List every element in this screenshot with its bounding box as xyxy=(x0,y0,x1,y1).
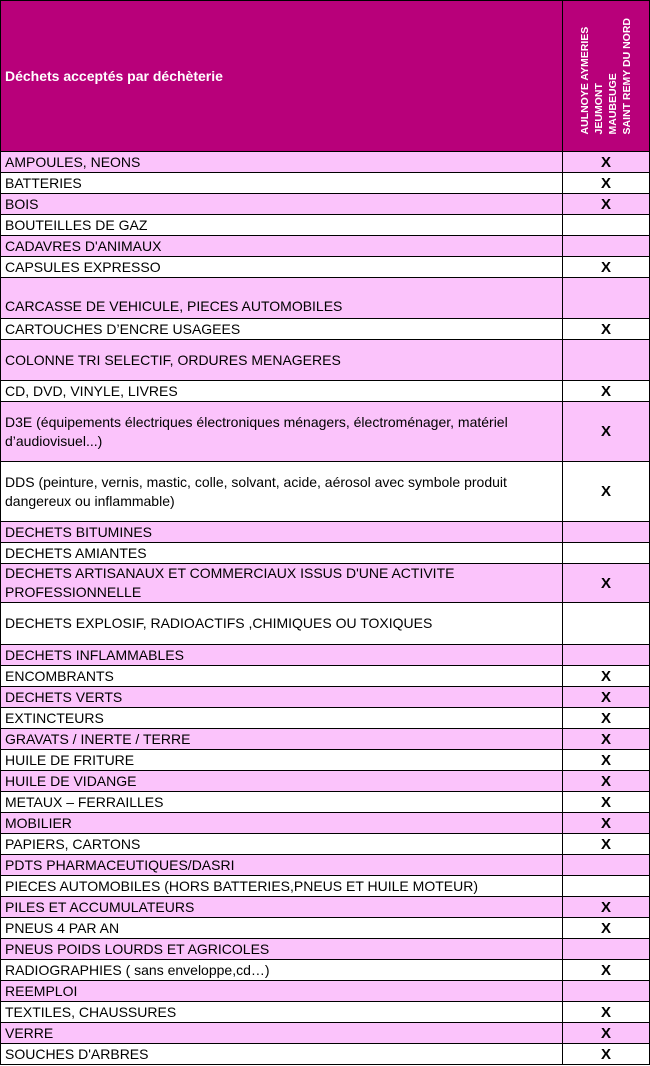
waste-type-text: AMPOULES, NEONS xyxy=(5,153,141,170)
waste-type-text: BOIS xyxy=(5,195,39,212)
waste-type-text: DECHETS BITUMINES xyxy=(5,523,153,540)
waste-type-label xyxy=(1,1023,563,1044)
waste-type-label xyxy=(1,152,563,173)
waste-type-label xyxy=(1,381,563,402)
waste-type-text: CARTOUCHES D’ENCRE USAGEES xyxy=(5,320,241,337)
accepted-mark: X xyxy=(563,813,650,834)
table-row xyxy=(1,792,650,813)
accepted-mark xyxy=(563,876,650,897)
waste-type-label xyxy=(1,708,563,729)
accepted-mark xyxy=(563,939,650,960)
accepted-mark xyxy=(563,236,650,257)
waste-type-text: RADIOGRAPHIES ( sans enveloppe,cd…) xyxy=(5,961,270,978)
waste-type-text: MOBILIER xyxy=(5,814,72,831)
waste-type-text: ENCOMBRANTS xyxy=(5,667,114,684)
accepted-mark: X xyxy=(563,381,650,402)
waste-type-text: PDTS PHARMACEUTIQUES/DASRI xyxy=(5,856,235,873)
waste-type-label xyxy=(1,918,563,939)
table-row xyxy=(1,1023,650,1044)
table-row xyxy=(1,708,650,729)
table-row xyxy=(1,960,650,981)
accepted-mark: X xyxy=(563,792,650,813)
table-row xyxy=(1,462,650,522)
waste-type-text: PIECES AUTOMOBILES (HORS BATTERIES,PNEUS ET HUILE MOTEUR) xyxy=(5,877,478,894)
accepted-mark: X xyxy=(563,687,650,708)
waste-type-label xyxy=(1,981,563,1002)
accepted-mark xyxy=(563,543,650,564)
waste-type-text: GRAVATS / INERTE / TERRE xyxy=(5,730,191,747)
waste-type-label xyxy=(1,564,563,603)
waste-type-text: REEMPLOI xyxy=(5,982,78,999)
waste-type-label xyxy=(1,687,563,708)
table-title: Déchets acceptés par déchèterie xyxy=(1,1,563,152)
waste-type-text: SOUCHES D'ARBRES xyxy=(5,1045,149,1062)
accepted-mark xyxy=(563,981,650,1002)
waste-type-text: PILES ET ACCUMULATEURS xyxy=(5,898,195,915)
waste-type-text: HUILE DE FRITURE xyxy=(5,751,135,768)
accepted-mark: X xyxy=(563,1044,650,1065)
waste-type-text: EXTINCTEURS xyxy=(5,709,104,726)
waste-type-text: HUILE DE VIDANGE xyxy=(5,772,137,789)
column-heading-text: AULNOYE AYMERIES JEUMONT MAUBEUGE SAINT REMY DU NORD xyxy=(579,17,633,135)
column-heading xyxy=(563,1,650,152)
waste-type-text: BOUTEILLES DE GAZ xyxy=(5,216,148,233)
accepted-mark: X xyxy=(563,1023,650,1044)
waste-type-label xyxy=(1,215,563,236)
accepted-mark: X xyxy=(563,897,650,918)
accepted-mark xyxy=(563,215,650,236)
accepted-mark: X xyxy=(563,918,650,939)
waste-type-text: CAPSULES EXPRESSO xyxy=(5,258,161,275)
accepted-mark: X xyxy=(563,729,650,750)
waste-type-label xyxy=(1,603,563,645)
accepted-mark xyxy=(563,278,650,319)
accepted-mark: X xyxy=(563,771,650,792)
table-row xyxy=(1,1044,650,1065)
waste-type-label xyxy=(1,1044,563,1065)
table-row xyxy=(1,236,650,257)
table-row xyxy=(1,771,650,792)
waste-type-text: DDS (peinture, vernis, mastic, colle, solvant, acide, aérosol avec symbole produit dangereux ou inflammable) xyxy=(5,473,507,509)
waste-type-label xyxy=(1,543,563,564)
table-row xyxy=(1,813,650,834)
table-row xyxy=(1,152,650,173)
waste-type-text: D3E (équipements électriques électroniques ménagers, électroménager, matériel d’audiovisuel...) xyxy=(5,413,508,449)
table-row xyxy=(1,543,650,564)
accepted-mark: X xyxy=(563,564,650,603)
waste-type-label xyxy=(1,1002,563,1023)
waste-type-label xyxy=(1,462,563,522)
table-row xyxy=(1,194,650,215)
waste-type-text: METAUX – FERRAILLES xyxy=(5,793,164,810)
accepted-mark: X xyxy=(563,402,650,462)
waste-type-text: DECHETS AMIANTES xyxy=(5,544,147,561)
table-row xyxy=(1,319,650,340)
accepted-mark: X xyxy=(563,666,650,687)
waste-type-text: VERRE xyxy=(5,1024,54,1041)
accepted-mark xyxy=(563,645,650,666)
waste-type-label xyxy=(1,771,563,792)
accepted-mark: X xyxy=(563,834,650,855)
waste-type-text: COLONNE TRI SELECTIF, ORDURES MENAGERES xyxy=(5,351,341,368)
accepted-mark xyxy=(563,603,650,645)
table-row xyxy=(1,257,650,278)
waste-type-label xyxy=(1,319,563,340)
waste-type-text: CARCASSE DE VEHICULE, PIECES AUTOMOBILES xyxy=(5,297,343,314)
waste-type-label xyxy=(1,939,563,960)
table-row xyxy=(1,834,650,855)
waste-type-label xyxy=(1,340,563,381)
waste-type-text: DECHETS INFLAMMABLES xyxy=(5,646,184,663)
accepted-mark: X xyxy=(563,1002,650,1023)
accepted-mark: X xyxy=(563,708,650,729)
accepted-mark: X xyxy=(563,960,650,981)
waste-type-label xyxy=(1,792,563,813)
waste-type-label xyxy=(1,897,563,918)
waste-type-label xyxy=(1,257,563,278)
waste-type-label xyxy=(1,522,563,543)
accepted-mark xyxy=(563,855,650,876)
waste-type-text: DECHETS VERTS xyxy=(5,688,123,705)
table-row xyxy=(1,981,650,1002)
accepted-mark: X xyxy=(563,462,650,522)
table-row xyxy=(1,603,650,645)
waste-type-label xyxy=(1,236,563,257)
table-row xyxy=(1,173,650,194)
table-row xyxy=(1,939,650,960)
accepted-mark: X xyxy=(563,750,650,771)
waste-type-label xyxy=(1,173,563,194)
waste-type-label xyxy=(1,402,563,462)
table-row xyxy=(1,876,650,897)
waste-type-label xyxy=(1,729,563,750)
waste-type-label xyxy=(1,813,563,834)
table-row xyxy=(1,402,650,462)
table-row xyxy=(1,340,650,381)
waste-type-label xyxy=(1,750,563,771)
accepted-mark xyxy=(563,522,650,543)
accepted-mark: X xyxy=(563,319,650,340)
table-row xyxy=(1,278,650,319)
waste-type-label xyxy=(1,834,563,855)
accepted-mark: X xyxy=(563,194,650,215)
waste-type-text: TEXTILES, CHAUSSURES xyxy=(5,1003,177,1020)
waste-type-text: DECHETS ARTISANAUX ET COMMERCIAUX ISSUS D'UNE ACTIVITE PROFESSIONNELLE xyxy=(5,565,455,600)
accepted-mark: X xyxy=(563,152,650,173)
waste-type-label xyxy=(1,855,563,876)
accepted-mark: X xyxy=(563,173,650,194)
accepted-mark xyxy=(563,340,650,381)
waste-type-label xyxy=(1,278,563,319)
waste-type-label xyxy=(1,194,563,215)
waste-type-label xyxy=(1,960,563,981)
waste-type-label xyxy=(1,666,563,687)
table-row xyxy=(1,215,650,236)
waste-type-text: DECHETS EXPLOSIF, RADIOACTIFS ,CHIMIQUES OU TOXIQUES xyxy=(5,615,433,631)
table-row xyxy=(1,1002,650,1023)
table-row xyxy=(1,918,650,939)
waste-type-text: PAPIERS, CARTONS xyxy=(5,835,141,852)
table-row xyxy=(1,687,650,708)
table-header-row xyxy=(1,1,650,152)
table-row xyxy=(1,645,650,666)
table-row xyxy=(1,381,650,402)
accepted-mark: X xyxy=(563,257,650,278)
table-row xyxy=(1,897,650,918)
waste-type-text: CADAVRES D'ANIMAUX xyxy=(5,237,162,254)
table-row xyxy=(1,750,650,771)
table-row xyxy=(1,666,650,687)
table-row xyxy=(1,729,650,750)
waste-type-label xyxy=(1,645,563,666)
table-row xyxy=(1,855,650,876)
waste-type-text: CD, DVD, VINYLE, LIVRES xyxy=(5,382,178,399)
table-row xyxy=(1,564,650,603)
waste-type-text: PNEUS 4 PAR AN xyxy=(5,919,120,936)
waste-type-text: BATTERIES xyxy=(5,174,82,191)
table-row xyxy=(1,522,650,543)
waste-type-label xyxy=(1,876,563,897)
waste-type-text: PNEUS POIDS LOURDS ET AGRICOLES xyxy=(5,940,270,957)
